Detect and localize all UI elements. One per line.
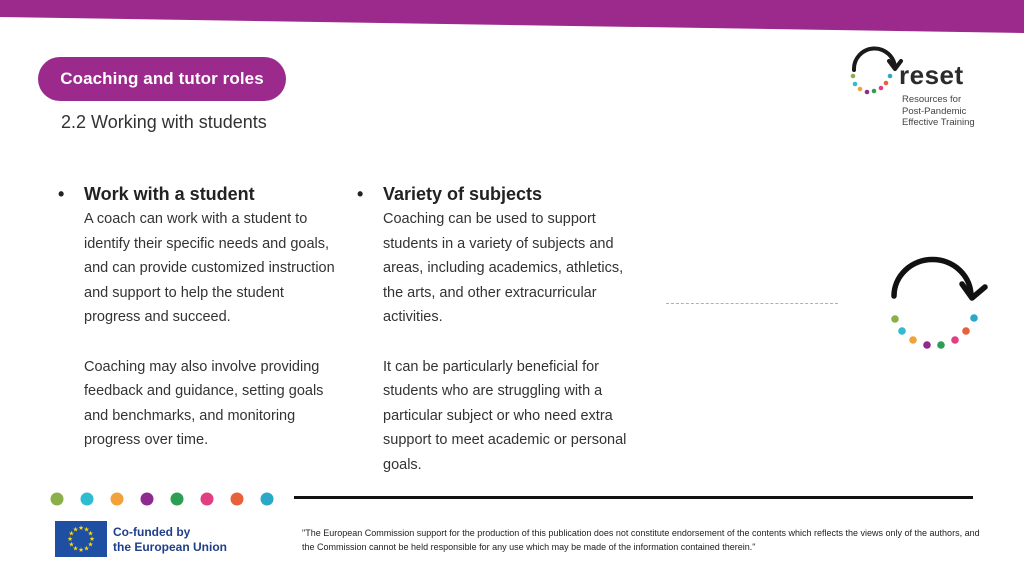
- bullet-marker: •: [58, 184, 65, 204]
- column-body: A coach can work with a student to identify their specific needs and goals, and can provide customized instruction and support to help the student progress and succeed. Coaching may also involve providing feedback and guidance, setting goals and benchmarks, and monitoring progress over time.: [84, 211, 335, 449]
- eu-star-icon: ★: [68, 529, 75, 538]
- column-variety-of-subjects: [357, 182, 647, 478]
- logo-dot: [851, 74, 856, 79]
- eu-star-icon: ★: [78, 524, 84, 533]
- column-body: Coaching can be used to support students in a variety of subjects and areas, including academics, athletics, the arts, and other extracurricular activities. It can be particularly beneficial for students who are struggling with a particular subject or who need extra support to meet academic or personal goals.: [383, 211, 627, 473]
- logo-dot: [879, 86, 884, 91]
- section-label-pill: [38, 57, 286, 101]
- color-dot: [201, 493, 214, 506]
- page-subtitle: 2.2 Working with students: [61, 112, 267, 132]
- cycle-dot: [909, 336, 917, 344]
- eu-flag-icon: [55, 521, 107, 557]
- section-label: Coaching and tutor roles: [60, 69, 264, 88]
- disclaimer-text: "The European Commission support for the production of this publication does not constitute endorsement of the contents which reflects the views only of the authors, and the Commission cannot be held responsible for any use which may be made of the information contained therein.": [302, 528, 980, 552]
- heading-text: Work with a student: [84, 184, 255, 204]
- color-dot: [111, 493, 124, 506]
- logo-dot: [888, 74, 893, 79]
- color-dot: [141, 493, 154, 506]
- column-heading: [357, 182, 647, 206]
- eu-star-icon: ★: [87, 529, 94, 538]
- bullet-marker: •: [357, 184, 364, 204]
- color-dots-row: [50, 490, 282, 508]
- eu-star-icon: ★: [83, 544, 90, 553]
- column-heading: [58, 182, 348, 206]
- cycle-dot: [970, 314, 978, 322]
- column-work-with-student: [58, 182, 348, 453]
- eu-star-icon: ★: [87, 540, 94, 549]
- color-dot: [51, 493, 64, 506]
- cycle-arrow-icon: [880, 254, 998, 354]
- cycle-dot: [898, 327, 906, 335]
- eu-star-icon: ★: [78, 546, 84, 555]
- color-dot: [261, 493, 274, 506]
- cycle-dot: [923, 341, 931, 349]
- logo-dot: [853, 82, 858, 87]
- eu-star-icon: ★: [83, 525, 90, 534]
- eu-star-icon: ★: [68, 540, 75, 549]
- color-dot: [81, 493, 94, 506]
- eu-star-icon: ★: [72, 544, 79, 553]
- logo-wordmark: reset: [899, 60, 964, 90]
- logo-dot: [872, 89, 877, 94]
- logo-dot: [865, 90, 870, 95]
- logo-dot: [884, 81, 889, 86]
- dashed-divider: [666, 303, 838, 304]
- cycle-dot: [937, 341, 945, 349]
- cycle-dot: [951, 336, 959, 344]
- eu-cofunded-label: Co-funded by the European Union: [113, 525, 227, 554]
- logo-tagline: Resources for Post-Pandemic Effective Training: [902, 94, 975, 128]
- cycle-dot: [962, 327, 970, 335]
- color-dot: [231, 493, 244, 506]
- logo-dot: [858, 87, 863, 92]
- top-accent-band: [0, 0, 1024, 40]
- cycle-dot: [891, 315, 899, 323]
- color-dot: [171, 493, 184, 506]
- heading-text: Variety of subjects: [383, 184, 543, 204]
- eu-star-icon: ★: [67, 535, 73, 544]
- eu-star-icon: ★: [72, 525, 79, 534]
- eu-star-icon: ★: [89, 535, 95, 544]
- footer-divider: [294, 496, 973, 499]
